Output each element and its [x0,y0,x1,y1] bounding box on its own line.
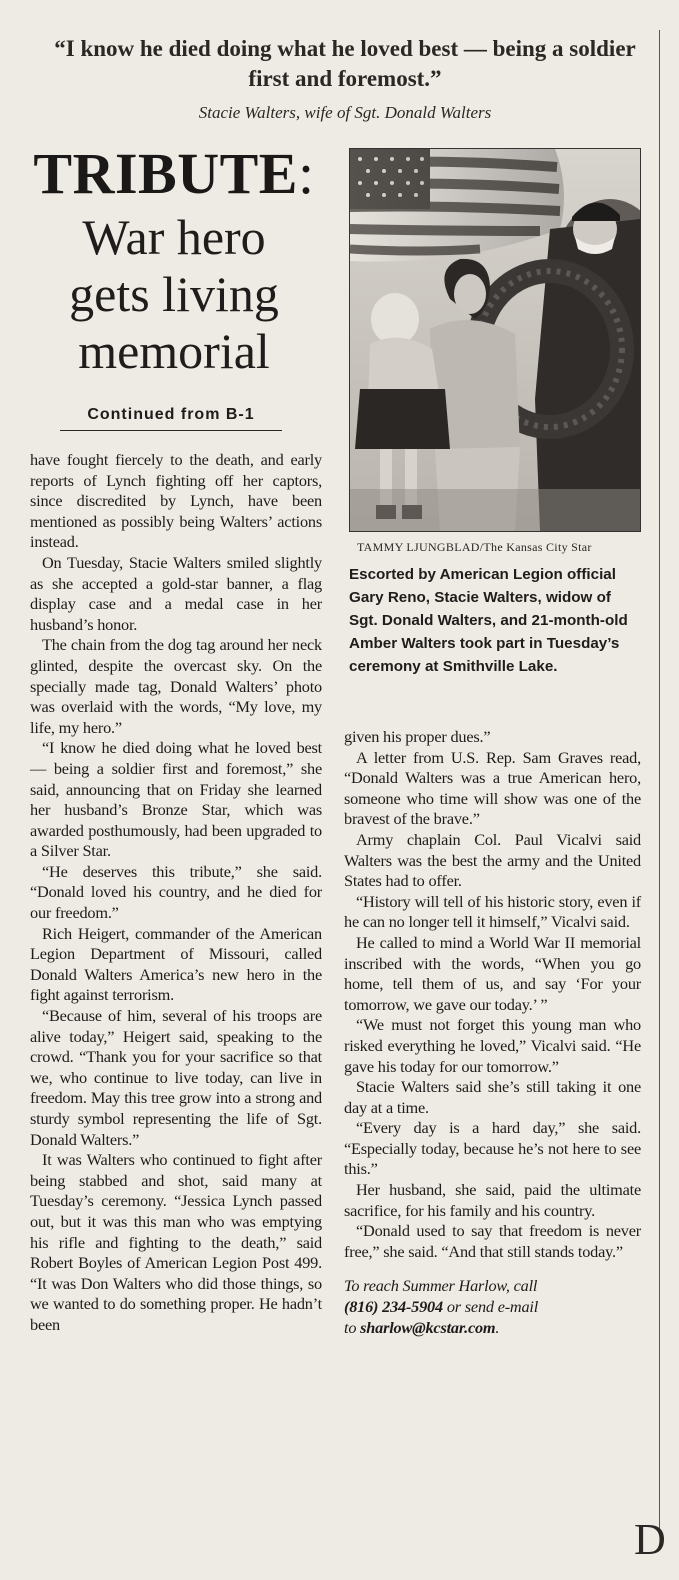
news-photo [349,148,641,532]
contact-email: sharlow@kcstar.com [360,1317,496,1337]
paragraph: “He deserves this tribute,” she said. “Donald loved his country, and he died for our freedom.” [30,861,322,923]
pull-quote-attribution: Stacie Walters, wife of Sgt. Donald Walters [198,103,492,122]
deck-line: gets living [69,266,279,322]
paragraph: Her husband, she said, paid the ultimate sacrifice, for his family and his country. [344,1180,641,1220]
article-column-left [30,450,322,1336]
reporter-contact [344,1276,641,1338]
contact-mid: or send e-mail [446,1297,539,1317]
headline-kicker [10,141,338,206]
paragraph: “I know he died doing what he loved best — being a soldier first and foremost,” she said, announcing that on Friday she learned her husband’s Bronze Star, which was awarded posthumously, had been upgraded to a Silver Star. [30,738,322,861]
headline [10,141,338,380]
paragraph: On Tuesday, Stacie Walters smiled slightly as she accepted a gold-star banner, a flag display case and a medal case in her husband’s honor. [30,552,322,634]
paragraph: have fought fiercely to the death, and early reports of Lynch fighting off her captors, since discredited by Lynch, have been mentioned as possibly being Walters’ actions instead. [30,450,322,552]
contact-end: . [495,1317,500,1337]
deck-line: War hero [82,209,266,265]
headline-deck [10,209,338,380]
pull-quote: “I know he died doing what he loved best — being a soldier first and foremost.” [54,36,636,91]
paragraph: given his proper dues.” [344,727,491,746]
paragraph: It was Walters who continued to fight after being stabbed and shot, said many at Tuesday’s ceremony. “Jessica Lynch passed out, but it was this man who was emptying his rifle and fighting to the death,” said Robert Boyles of American Legion Post 499. “It was Don Walters who did those things, so we wanted to do something proper. He hadn’t been [30,1150,322,1334]
paragraph: “Because of him, several of his troops are alive today,” Heigert said, speaking to the crowd. “Thank you for your sacrifice so that we, who continue to live today, can live in freedom. May this tree grow into a strong and sturdy symbol representing the life of Sgt. Donald Walters.” [30,1006,322,1149]
paragraph: Army chaplain Col. Paul Vicalvi said Walters was the best the army and the United States had to offer. [344,829,641,891]
photo-caption: Escorted by American Legion official Gary Reno, Stacie Walters, widow of Sgt. Donald Walters, and 21-month-old Amber Walters took part in Tuesday’s ceremony at Smithville Lake. [349,566,628,675]
deck-line: memorial [78,323,270,379]
continued-from-line: Continued from B-1 [60,406,282,431]
page-section-letter: D [634,1515,666,1564]
contact-to: to [344,1317,357,1337]
paragraph: “History will tell of his historic story, even if he can no longer tell it himself,” Vicalvi said. [344,891,641,932]
kicker-word: TRIBUTE [33,141,298,206]
paragraph: “Donald used to say that freedom is never free,” she said. “And that still stands today.” [344,1221,641,1261]
kicker-colon: : [297,141,315,206]
contact-phone: (816) 234-5904 [344,1297,443,1317]
photo-illustration [350,149,640,531]
paragraph: Rich Heigert, commander of the American Legion Department of Missouri, called Donald Walters America’s new hero in the fight against terrorism. [30,923,322,1005]
paragraph: “Every day is a hard day,” she said. “Especially today, because he’s not here to see this.” [344,1118,641,1179]
column-rule [659,30,660,1530]
paragraph: The chain from the dog tag around her neck glinted, despite the overcast sky. On the specially made tag, Donald Walters’ photo was overlaid with the words, “My love, my life, my hero.” [30,635,322,737]
contact-lead: To reach Summer Harlow, call [344,1276,538,1296]
paragraph: A letter from U.S. Rep. Sam Graves read, “Donald Walters was a true American hero, someone who time will show was one of the bravest of the brave.” [344,747,641,829]
paragraph: Stacie Walters said she’s still taking it one day at a time. [344,1077,641,1117]
paragraph: He called to mind a World War II memorial inscribed with the words, “When you go home, tell them of us, and say ‘For your tomorrow, we gave our today.’ ” [344,932,641,1014]
article-column-right [344,727,641,1338]
paragraph: “We must not forget this young man who risked everything he loved,” Vicalvi said. “He gave his today for our tomorrow.” [344,1015,641,1076]
photo-credit: TAMMY LJUNGBLAD/The Kansas City Star [357,540,592,554]
